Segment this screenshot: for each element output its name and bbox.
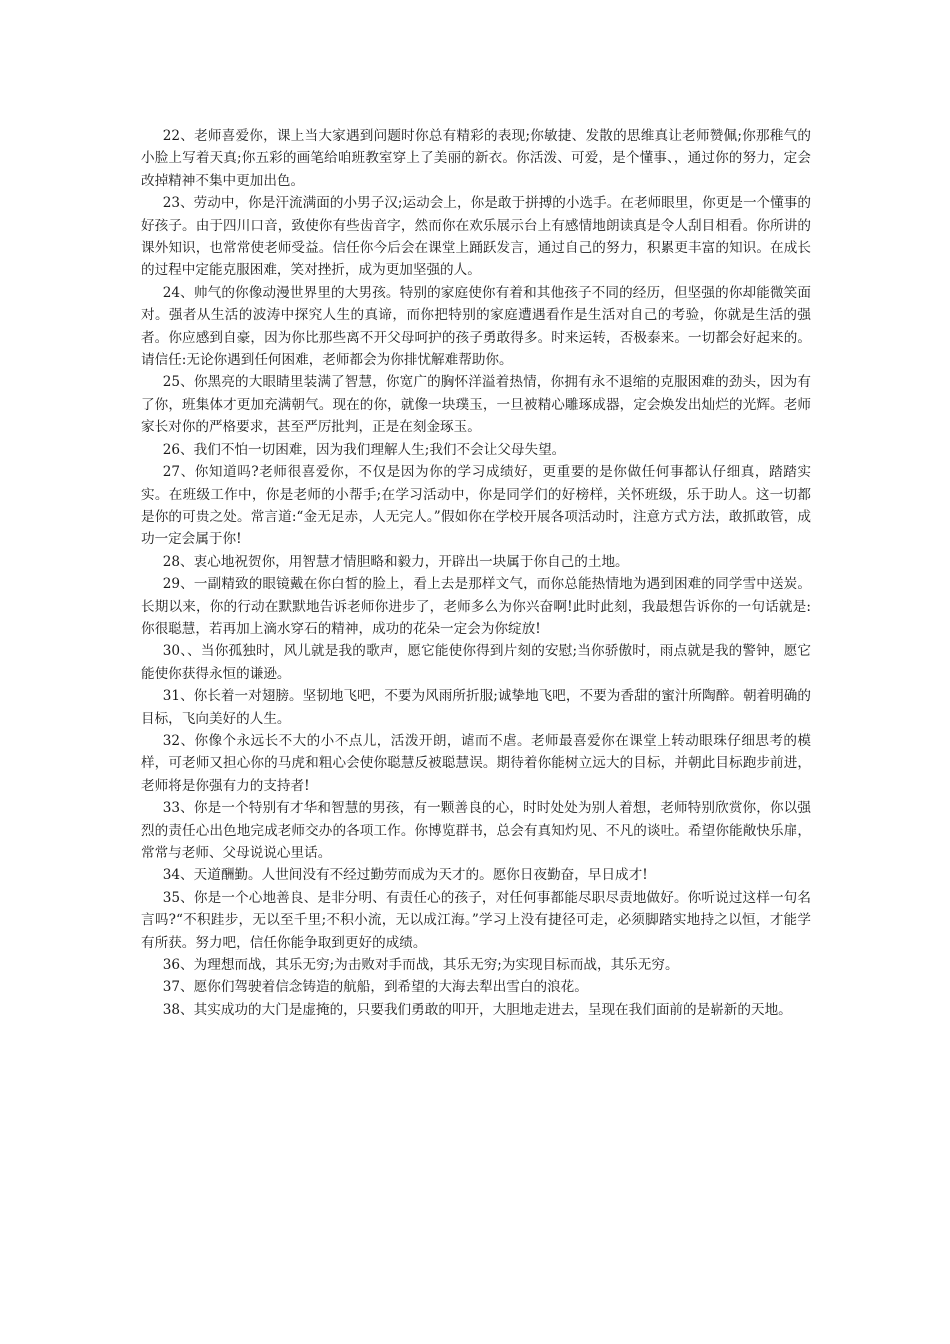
paragraph-33: 33、你是一个特别有才华和智慧的男孩，有一颗善良的心，时时处处为别人着想，老师特别欣赏你，你以强烈的责任心出色地完成老师交办的各项工作。你博览群书，总会有真知灼见、不凡的谈吐。希望你能敞快乐扉，常常与老师、父母说说心里话。 [141,800,811,861]
paragraph-38: 38、其实成功的大门是虚掩的，只要我们勇敢的叩开，大胆地走进去，呈现在我们面前的是崭新的天地。 [162,1001,792,1018]
paragraph-28: 28、衷心地祝贺你，用智慧才情胆略和毅力，开辟出一块属于你自己的土地。 [162,553,629,570]
paragraph-31: 31、你长着一对翅膀。坚韧地飞吧，不要为风雨所折服;诚挚地飞吧，不要为香甜的蜜汁所陶醉。朝着明确的目标，飞向美好的人生。 [141,688,811,727]
paragraph-24: 24、帅气的你像动漫世界里的大男孩。特别的家庭使你有着和其他孩子不同的经历，但坚强的你却能微笑面对。强者从生活的波涛中探究人生的真谛，而你把特别的家庭遭遇看作是生活对自己的考验，你就是生活的强者。你应感到自豪，因为你比那些离不开父母呵护的孩子勇敢得多。时来运转，否极泰来。一切都会好起来的。请信任:无论你遇到任何困难，老师都会为你排忧解难帮助你。 [141,284,811,369]
paragraph-22: 22、老师喜爱你，课上当大家遇到问题时你总有精彩的表现;你敏捷、发散的思维真让老师赞佩;你那稚气的小脸上写着天真;你五彩的画笔给咱班教室穿上了美丽的新衣。你活泼、可爱，是个懂事、，通过你的努力，定会改掉精神不集中更加出色。 [141,128,811,189]
paragraph-27: 27、你知道吗?老师很喜爱你，不仅是因为你的学习成绩好，更重要的是你做任何事都认仔细真，踏踏实实。在班级工作中，你是老师的小帮手;在学习活动中，你是同学们的好榜样，关怀班级，乐于助人。这一切都是你的可贵之处。常言道:“金无足赤，人无完人。”假如你在学校开展各项活动时，注意方式方法，敢抓敢管，成功一定会属于你! [141,464,811,548]
paragraph-34: 34、天道酬勤。人世间没有不经过勤劳而成为天才的。愿你日夜勤奋，早日成才! [162,867,648,884]
paragraph-36: 36、为理想而战，其乐无穷;为击败对手而战，其乐无穷;为实现目标而战，其乐无穷。 [162,957,679,974]
paragraph-25: 25、你黑亮的大眼睛里装满了智慧，你宽广的胸怀洋溢着热情，你拥有永不退缩的克服困难的劲头，因为有了你，班集体才更加充满朝气。现在的你，就像一块璞玉，一旦被精心雕琢成器，定会焕发出灿烂的光辉。老师家长对你的严格要求，甚至严厉批判，正是在刻金琢玉。 [141,374,811,436]
paragraph-29: 29、一副精致的眼镜戴在你白皙的脸上，看上去是那样文气，而你总能热情地为遇到困难的同学雪中送炭。长期以来，你的行动在默默地告诉老师你进步了，老师多么为你兴奋啊!此时此刻，我最想告诉你的一句话就是:你很聪慧，若再加上滴水穿石的精神，成功的花朵一定会为你绽放! [141,576,811,637]
paragraph-30: 30、、当你孤独时，风儿就是我的歌声，愿它能使你得到片刻的安慰;当你骄傲时，雨点就是我的警钟，愿它能使你获得永恒的谦逊。 [141,643,811,682]
paragraph-37: 37、愿你们驾驶着信念铸造的航船，到希望的大海去犁出雪白的浪花。 [162,979,588,996]
paragraph-35: 35、你是一个心地善良、是非分明、有责任心的孩子，对任何事都能尽职尽责地做好。你听说过这样一句名言吗?“不积跬步，无以至千里;不积小流，无以成江海。”学习上没有捷径可走，必须脚踏实地持之以恒，才能学有所获。努力吧，信任你能争取到更好的成绩。 [141,889,811,951]
paragraph-32: 32、你像个永远长不大的小不点儿，活泼开朗，谑而不虐。老师最喜爱你在课堂上转动眼珠仔细思考的模样，可老师又担心你的马虎和粗心会使你聪慧反被聪慧误。期待着你能树立远大的目标，并朝此目标跑步前进，老师将是你强有力的支持者! [141,732,811,794]
document-body [141,125,811,1021]
paragraph-23: 23、劳动中，你是汗流满面的小男子汉;运动会上，你是敢于拼搏的小选手。在老师眼里，你更是一个懂事的好孩子。由于四川口音，致使你有些齿音字，然而你在欢乐展示台上有感情地朗读真是令人刮目相看。你所讲的课外知识，也常常使老师受益。信任你今后会在课堂上踊跃发言，通过自己的努力，积累更丰富的知识。在成长的过程中定能克服困难，笑对挫折，成为更加坚强的人。 [141,195,811,279]
paragraph-26: 26、我们不怕一切困难，因为我们理解人生;我们不会让父母失望。 [162,441,566,458]
